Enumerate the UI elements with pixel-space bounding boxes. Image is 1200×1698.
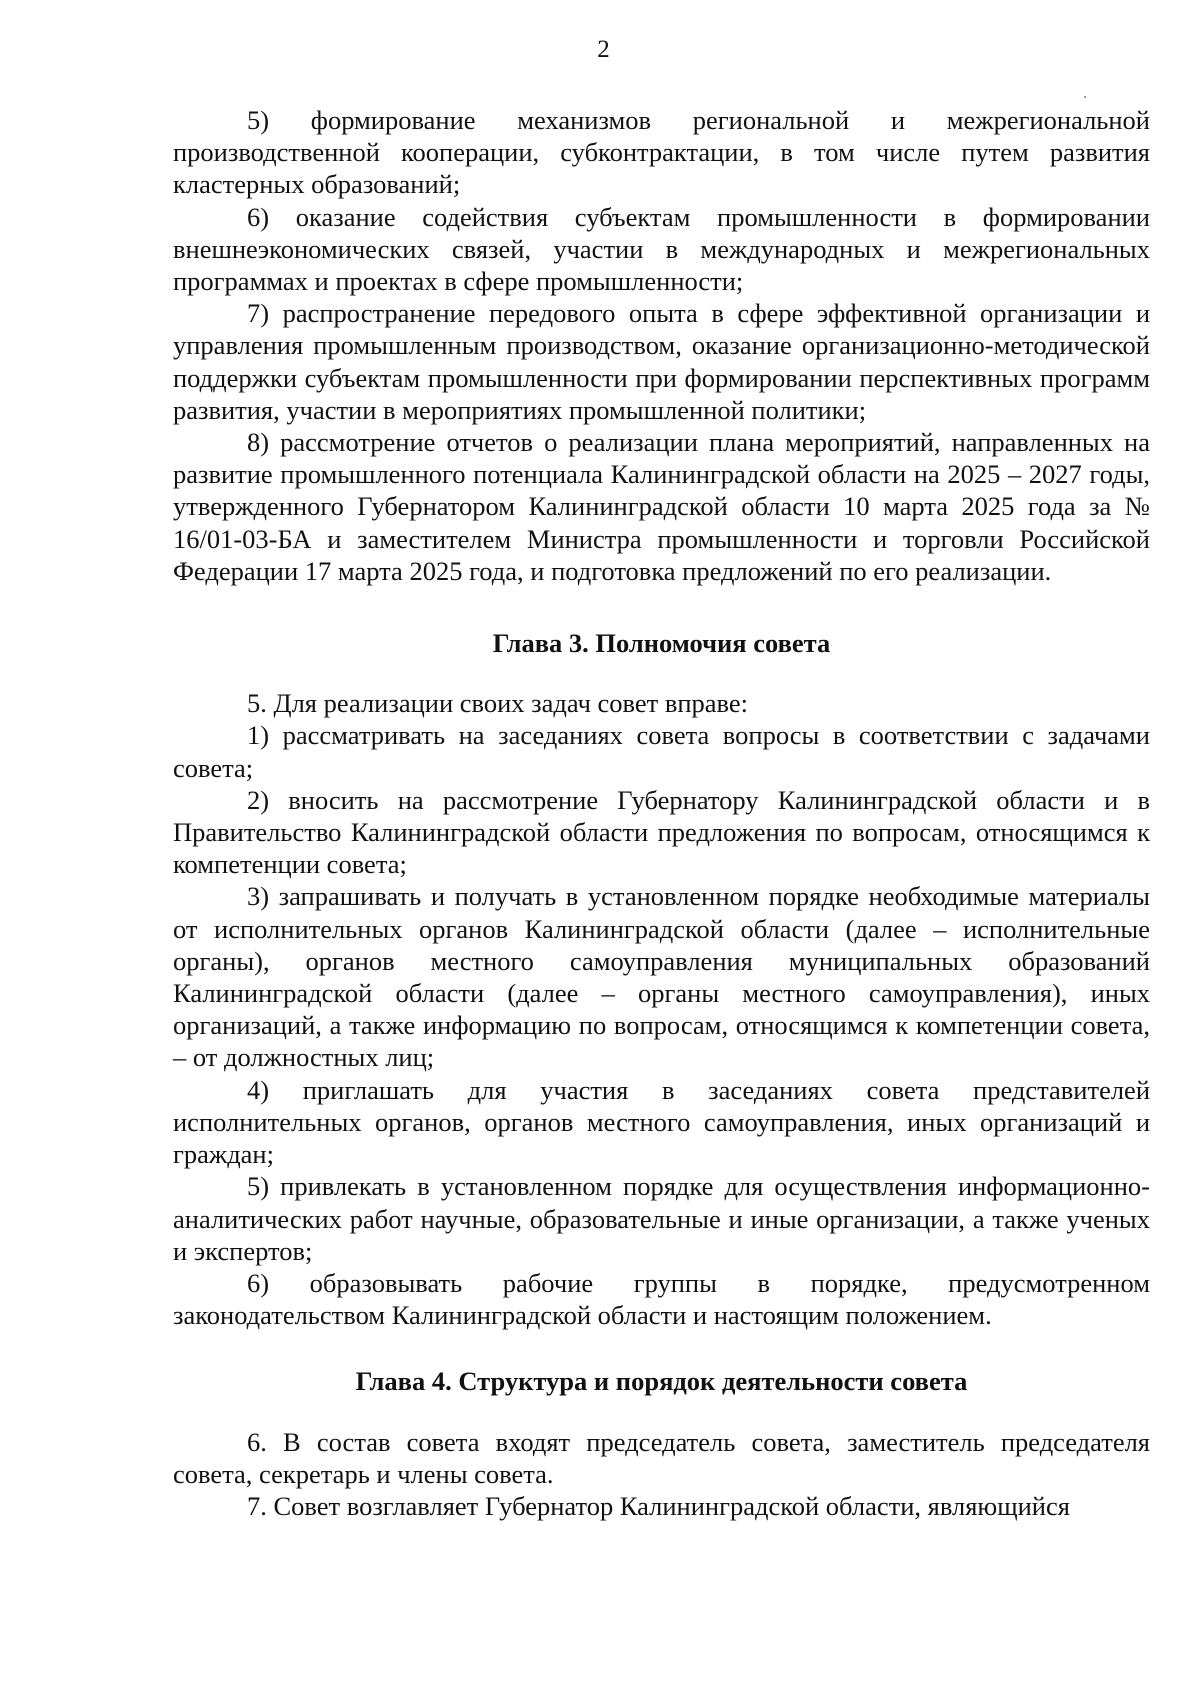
chapter-3-body <box>173 687 1150 1331</box>
chapter-4-heading: Глава 4. Структура и порядок деятельности совета <box>355 1366 968 1397</box>
paragraph: 1) рассматривать на заседаниях совета вопросы в соответствии с задачами совета; <box>173 720 1150 783</box>
paragraph: 2) вносить на рассмотрение Губернатору Калининградской области и в Правительство Калининградской области предложения по вопросам, относящимся к компетенции совета; <box>173 784 1150 880</box>
paragraph: 6) оказание содействия субъектам промышленности в формировании внешнеэкономических связей, участии в международных и межрегиональных программах и проектах в сфере промышленности; <box>173 201 1150 297</box>
page-number: 2 <box>597 36 610 63</box>
paragraph: 3) запрашивать и получать в установленном порядке необходимые материалы от исполнительных органов Калининградской области (далее – исполнительные органы), органов местного самоуправления муниципальных образований Калининградской области (далее – органы местного самоуправления), иных организаций, а также информацию по вопросам, относящимся к компетенции совета, – от должностных лиц; <box>173 881 1150 1073</box>
scan-speck <box>1084 96 1086 98</box>
paragraph: 5. Для реализации своих задач совет вправе: <box>247 688 749 719</box>
chapter-3-heading: Глава 3. Полномочия совета <box>492 628 831 659</box>
paragraph: 5) привлекать в установленном порядке для осуществления информационно-аналитических работ научные, образовательные и иные организации, а также ученых и экспертов; <box>173 1171 1150 1266</box>
chapter-4-body <box>173 1426 1150 1523</box>
paragraph: 6. В состав совета входят председатель совета, заместитель председателя совета, секретарь и члены совета. <box>173 1426 1150 1489</box>
paragraph: 7) распространение передового опыта в сфере эффективной организации и управления промышленным производством, оказание организационно-методической поддержки субъектам промышленности при формировании перспективных программ развития, участии в мероприятиях промышленной политики; <box>173 298 1150 425</box>
paragraph: 5) формирование механизмов региональной и межрегиональной производственной кооперации, субконтрактации, в том числе путем развития кластерных образований; <box>173 105 1150 200</box>
paragraph: 6) образовывать рабочие группы в порядке, предусмотренном законодательством Калининградской области и настоящим положением. <box>173 1267 1150 1331</box>
task-list-continuation <box>173 104 1150 587</box>
paragraph: 7. Совет возглавляет Губернатор Калининградской области, являющийся <box>247 1490 1070 1521</box>
paragraph: 4) приглашать для участия в заседаниях совета представителей исполнительных органов, органов местного самоуправления, иных организаций и граждан; <box>173 1074 1150 1170</box>
paragraph: 8) рассмотрение отчетов о реализации плана мероприятий, направленных на развитие промышленного потенциала Калининградской области на 2025 – 2027 годы, утвержденного Губернатором Калининградской области 10 марта 2025 года за № 16/01-03-БА и заместителем Министра промышленности и торговли Российской Федерации 17 марта 2025 года, и подготовка предложений по его реализации. <box>173 427 1150 586</box>
